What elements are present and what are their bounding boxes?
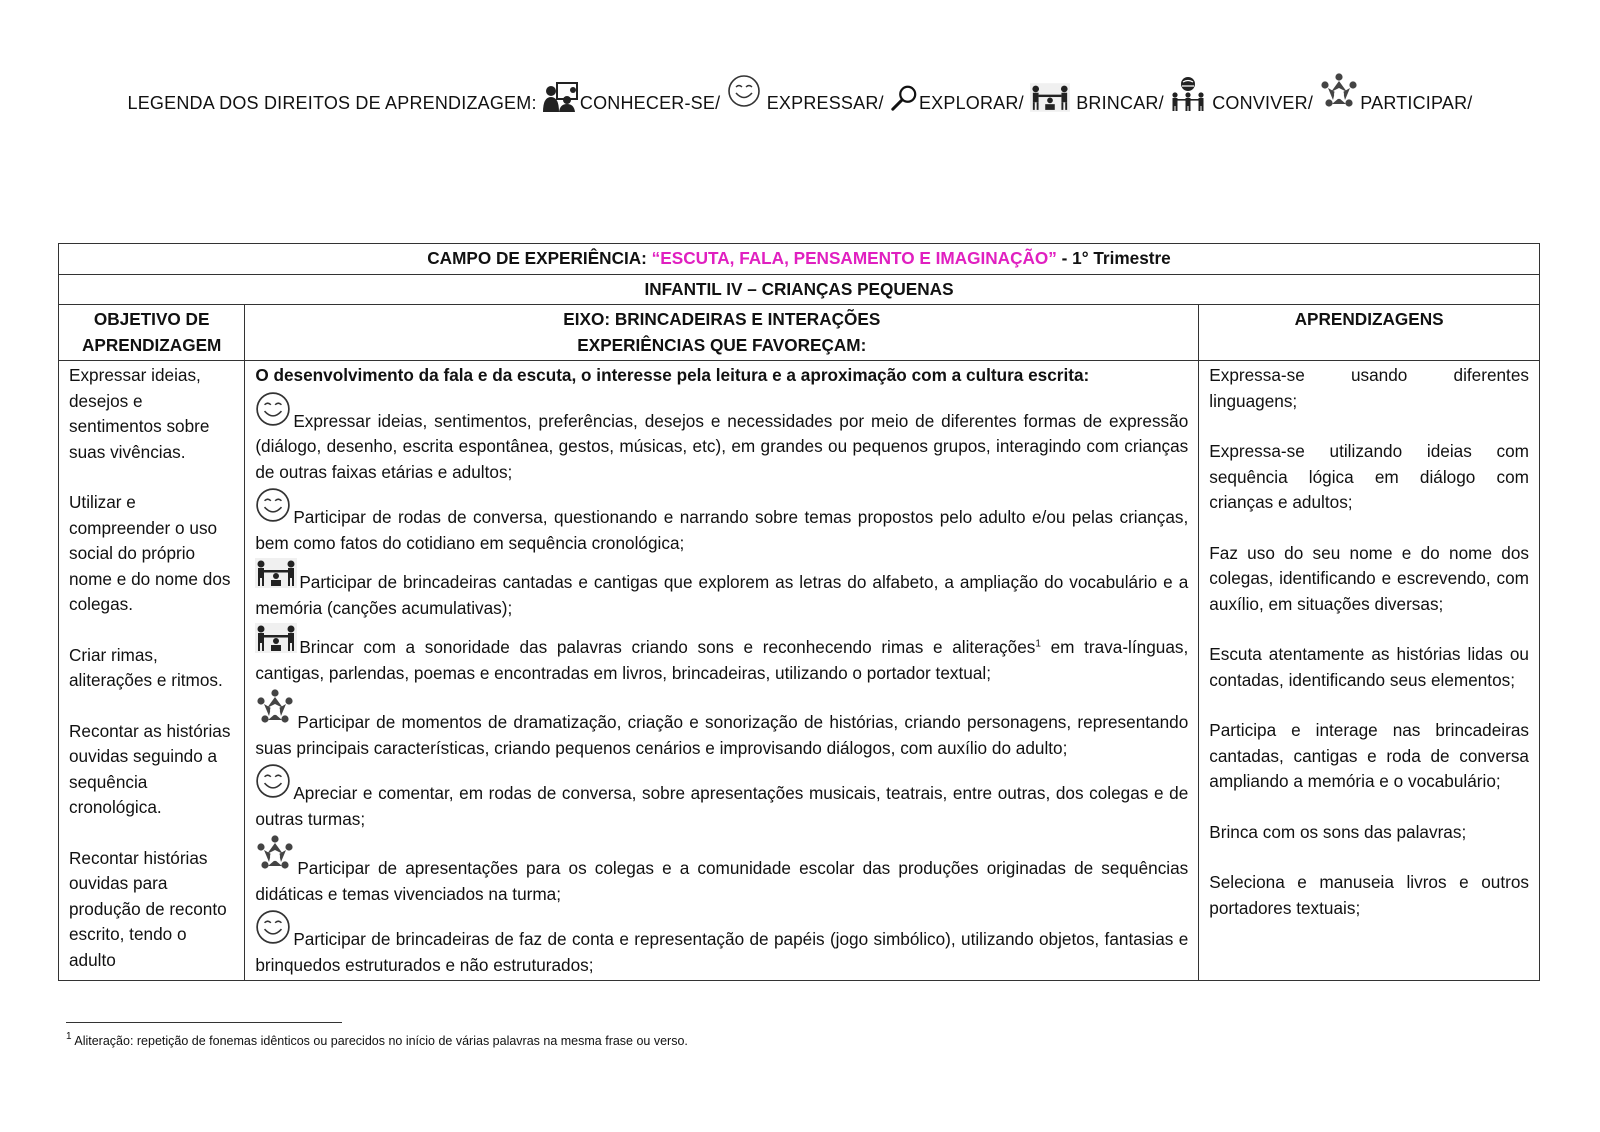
experiencia-item — [255, 623, 1188, 686]
experiencias-cell — [245, 361, 1199, 981]
legend-conviver: CONVIVER/ — [1207, 93, 1314, 113]
smiley-icon — [255, 763, 291, 799]
aprendizagem-item: Escuta atentamente as histórias lidas ou contadas, identificando seus elementos; — [1209, 644, 1529, 690]
col-aprendizagens-header: APRENDIZAGENS — [1199, 305, 1540, 361]
aprendizagem-item: Seleciona e manuseia livros e outros portadores textuais; — [1209, 872, 1529, 918]
table-subtitle-row — [59, 274, 1540, 305]
legend-line — [0, 72, 1600, 114]
footnote-ref: 1 — [1035, 638, 1041, 650]
experiencia-text: Participar de brincadeiras de faz de conta e representação de papéis (jogo simbólico), utilizando objetos, fantasias e brinquedos estruturados e não estruturados; — [255, 929, 1189, 975]
curriculum-table — [58, 243, 1540, 981]
smiley-icon — [255, 909, 291, 945]
smiley-icon — [255, 487, 291, 523]
campo-name: “ESCUTA, FALA, PENSAMENTO E IMAGINAÇÃO” — [651, 248, 1057, 268]
footnote-term: Aliteração — [74, 1034, 130, 1048]
experiencia-text: Participar de brincadeiras cantadas e cantigas que explorem as letras do alfabeto, a ampliação do vocabulário e a memória (canções acumulativas); — [255, 572, 1189, 618]
objetivo-item: Recontar as histórias ouvidas seguindo a sequência cronológica. — [69, 720, 231, 817]
campo-title — [59, 244, 1540, 275]
people-circle-icon — [255, 834, 295, 874]
experiencia-text: Apreciar e comentar, em rodas de conversa, sobre apresentações musicais, teatrais, entre outras, dos colegas e de outras turmas; — [255, 783, 1189, 829]
aprendizagem-item: Participa e interage nas brincadeiras cantadas, cantigas e roda de conversa ampliando a memória e o vocabulário; — [1209, 720, 1529, 791]
smiley-icon — [255, 391, 291, 427]
group-board-icon — [543, 82, 579, 112]
experiencia-text-cont: em trava-línguas, cantigas, parlendas, poemas e encontradas em livros, brincadeiras, utilizando o portador textual; — [255, 637, 1189, 683]
footnote-number: 1 — [66, 1031, 72, 1042]
experiencias-label: EXPERIÊNCIAS QUE FAVOREÇAM: — [577, 334, 867, 355]
experiencia-text: Expressar ideias, sentimentos, preferências, desejos e necessidades por meio de diferentes formas de expressão (diálogo, desenho, escrita espontânea, gestos, músicas, etc), em grandes ou pequenos grupos, interagindo com crianças de outras faixas etárias e adultos; — [255, 410, 1189, 482]
aprendizagem-item: Expressa-se usando diferentes linguagens; — [1209, 365, 1529, 411]
table-header-row — [59, 305, 1540, 361]
experiencias-lead: O desenvolvimento da fala e da escuta, o interesse pela leitura e a aproximação com a cultura escrita: — [255, 365, 1090, 385]
objetivo-item: Criar rimas, aliterações e ritmos. — [69, 644, 223, 690]
legend-prefix: LEGENDA DOS DIREITOS DE APRENDIZAGEM: — [127, 93, 537, 113]
subtitle: INFANTIL IV – CRIANÇAS PEQUENAS — [59, 274, 1540, 305]
objetivo-item: Recontar histórias ouvidas para produção de reconto escrito, tendo o adulto — [69, 847, 227, 970]
objetivos-cell — [59, 361, 245, 981]
col-objetivo-header: OBJETIVO DE APRENDIZAGEM — [59, 305, 245, 361]
table-title-row — [59, 244, 1540, 275]
aprendizagens-cell — [1199, 361, 1540, 981]
experiencia-text: Participar de apresentações para os colegas e a comunidade escolar das produções originadas de sequências didáticas e temas vivenciados na turma; — [255, 858, 1189, 904]
experiencia-item — [255, 763, 1188, 832]
experiencia-text: Participar de rodas de conversa, questionando e narrando sobre temas propostos pelo adulto e/ou pelas crianças, bem como fatos do cotidiano em sequência cronológica; — [255, 507, 1189, 553]
people-circle-icon — [255, 688, 295, 728]
experiencia-item — [255, 834, 1188, 907]
experiencia-item — [255, 487, 1188, 556]
objetivo-item: Expressar ideias, desejos e sentimentos sobre suas vivências. — [69, 365, 210, 462]
experiencia-text: Brincar com a sonoridade das palavras criando sons e reconhecendo rimas e aliterações — [299, 637, 1036, 657]
legend-conhecer: CONHECER-SE/ — [579, 93, 721, 113]
experiencia-text: Participar de momentos de dramatização, criação e sonorização de histórias, criando personagens, representando suas principais características, criando pequenos cenários e improvisando diálogos, com auxílio do adulto; — [255, 712, 1189, 758]
footnote-separator — [66, 1022, 342, 1023]
experiencia-item — [255, 909, 1188, 978]
aprendizagem-item: Expressa-se utilizando ideias com sequência lógica em diálogo com crianças e adultos; — [1209, 441, 1529, 512]
aprendizagem-item: Faz uso do seu nome e do nome dos colegas, identificando e escrevendo, com auxílio, em situações diversas; — [1209, 542, 1529, 614]
legend-brincar: BRINCAR/ — [1071, 93, 1164, 113]
eixo-label: EIXO: BRINCADEIRAS E INTERAÇÕES — [563, 309, 881, 329]
people-circle-icon — [1319, 72, 1359, 112]
campo-suffix: - 1° Trimestre — [1056, 248, 1171, 268]
campo-prefix: CAMPO DE EXPERIÊNCIA: — [427, 248, 652, 268]
people-globe-icon — [1170, 76, 1206, 112]
magnifier-icon — [890, 84, 918, 112]
legend-expressar: EXPRESSAR/ — [761, 93, 884, 113]
col-experiencias-header — [245, 305, 1199, 361]
experiencia-item — [255, 558, 1188, 621]
objetivo-item: Utilizar e compreender o uso social do próprio nome e do nome dos colegas. — [69, 492, 231, 614]
footnote-text: : repetição de fonemas idênticos ou parecidos no início de várias palavras na mesma frase ou verso. — [129, 1034, 688, 1048]
experiencia-item — [255, 688, 1188, 761]
legend-participar: PARTICIPAR/ — [1360, 93, 1473, 113]
legend-explorar: EXPLORAR/ — [918, 93, 1024, 113]
children-playing-icon — [1030, 83, 1070, 112]
children-playing-icon — [255, 623, 297, 653]
aprendizagem-item: Brinca com os sons das palavras; — [1209, 821, 1467, 842]
experiencia-item — [255, 391, 1188, 486]
children-playing-icon — [255, 558, 297, 588]
footnote — [66, 1031, 688, 1048]
table-body-row — [59, 361, 1540, 981]
smiley-icon — [727, 74, 761, 108]
